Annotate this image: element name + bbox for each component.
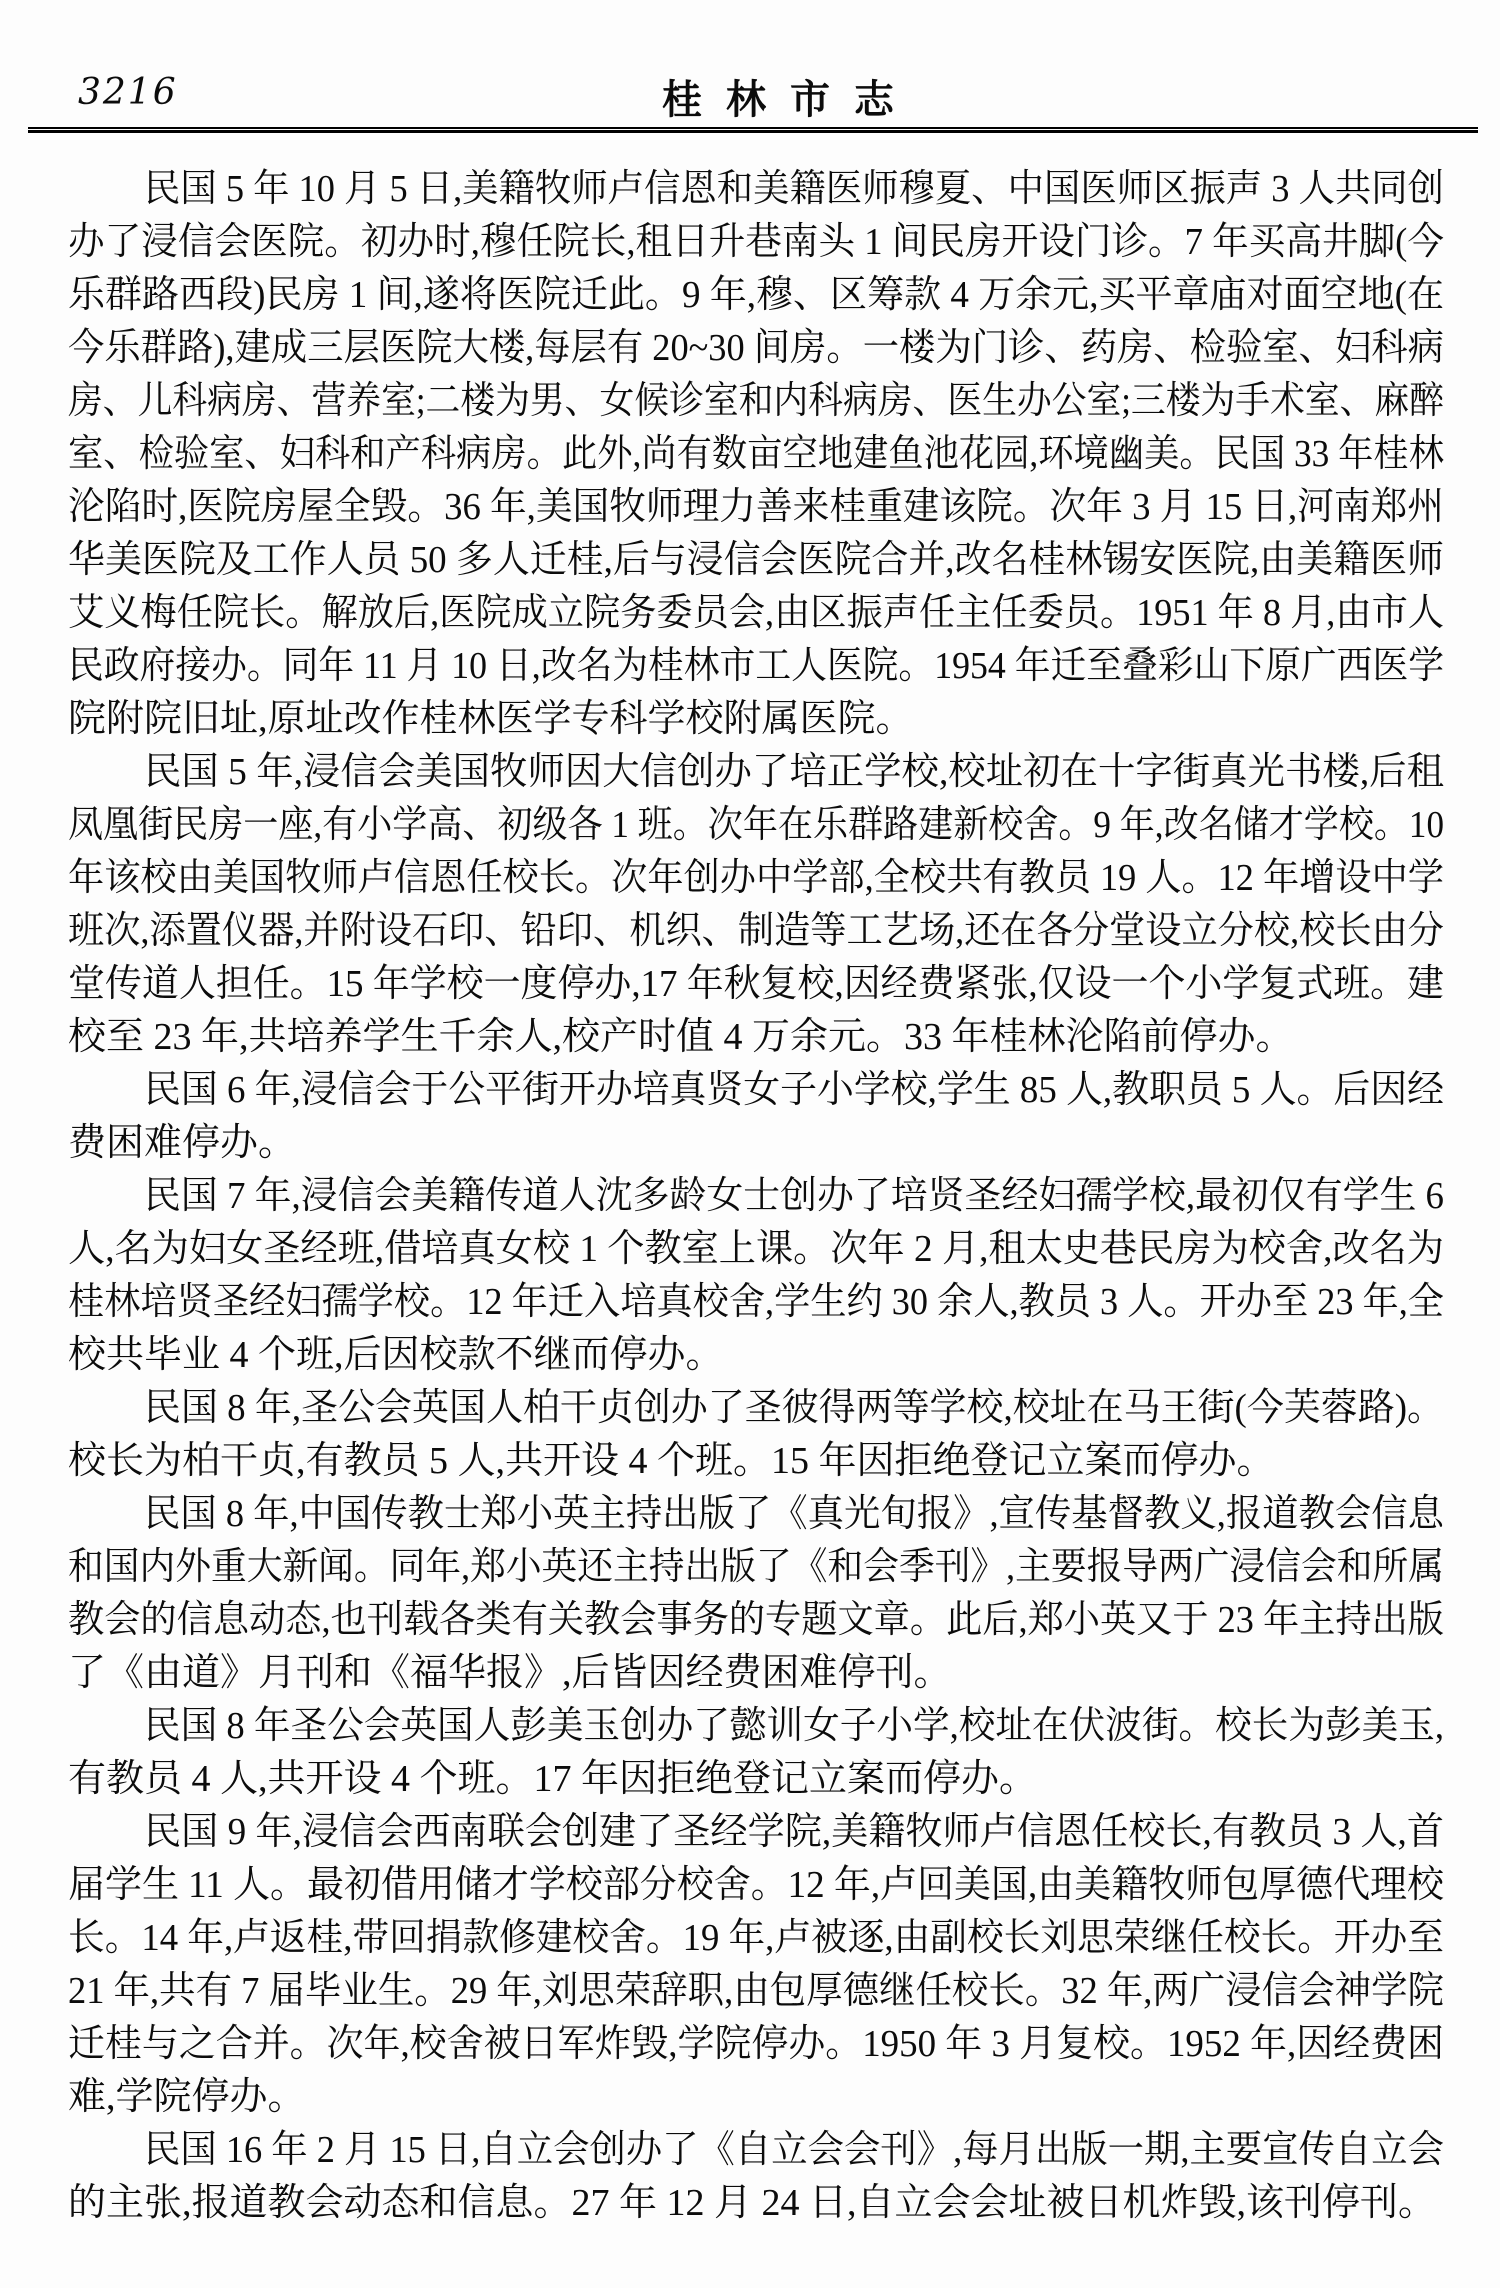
header-rule xyxy=(28,127,1478,133)
text-line: 凤凰街民房一座,有小学高、初级各 1 班。次年在乐群路建新校舍。9 年,改名储才学校。10 xyxy=(68,804,1444,846)
text-line: 年该校由美国牧师卢信恩任校长。次年创办中学部,全校共有教员 19 人。12 年增设中学 xyxy=(68,857,1444,899)
text-line: 迁桂与之合并。次年,校舍被日军炸毁,学院停办。1950 年 3 月复校。1952 年,因经费困 xyxy=(68,2023,1444,2065)
text-line: 校共毕业 4 个班,后因校款不继而停办。 xyxy=(68,1334,724,1376)
text-line: 难,学院停办。 xyxy=(68,2076,306,2118)
text-line: 艾义梅任院长。解放后,医院成立院务委员会,由区振声任主任委员。1951 年 8 月,由市人 xyxy=(68,592,1444,634)
text-line: 班次,添置仪器,并附设石印、铅印、机织、制造等工艺场,还在各分堂设立分校,校长由分 xyxy=(68,910,1444,952)
book-title: 桂林市志 xyxy=(662,78,918,122)
text-line: 房、儿科病房、营养室;二楼为男、女候诊室和内科病房、医生办公室;三楼为手术室、麻醉 xyxy=(68,380,1444,422)
text-line: 民国 16 年 2 月 15 日,自立会创办了《自立会会刊》,每月出版一期,主要宣传自立会 xyxy=(144,2129,1444,2171)
text-line: 民国 9 年,浸信会西南联会创建了圣经学院,美籍牧师卢信恩任校长,有教员 3 人,首 xyxy=(144,1811,1444,1853)
text-line: 有教员 4 人,共开设 4 个班。17 年因拒绝登记立案而停办。 xyxy=(68,1758,1038,1800)
text-line: 21 年,共有 7 届毕业生。29 年,刘思荣辞职,由包厚德继任校长。32 年,两广浸信会神学院 xyxy=(68,1970,1444,2012)
text-line: 办了浸信会医院。初办时,穆任院长,租日升巷南头 1 间民房开设门诊。7 年买高井脚(今 xyxy=(68,221,1444,263)
text-line: 的主张,报道教会动态和信息。27 年 12 月 24 日,自立会会址被日机炸毁,该刊停刊。 xyxy=(68,2182,1437,2224)
text-line: 堂传道人担任。15 年学校一度停办,17 年秋复校,因经费紧张,仅设一个小学复式班。建 xyxy=(68,963,1444,1005)
text-line: 华美医院及工作人员 50 多人迁桂,后与浸信会医院合并,改名桂林锡安医院,由美籍医师 xyxy=(68,539,1444,581)
text-line: 乐群路西段)民房 1 间,遂将医院迁此。9 年,穆、区筹款 4 万余元,买平章庙对面空地(在 xyxy=(68,274,1444,316)
text-line: 民国 5 年 10 月 5 日,美籍牧师卢信恩和美籍医师穆夏、中国医师区振声 3 人共同创 xyxy=(144,168,1444,210)
text-line: 教会的信息动态,也刊载各类有关教会事务的专题文章。此后,郑小英又于 23 年主持出版 xyxy=(68,1599,1444,1641)
text-line: 长。14 年,卢返桂,带回捐款修建校舍。19 年,卢被逐,由副校长刘思荣继任校长。开办至 xyxy=(68,1917,1444,1959)
text-line: 校至 23 年,共培养学生千余人,校产时值 4 万余元。33 年桂林沦陷前停办。 xyxy=(68,1016,1294,1058)
page-number: 3216 xyxy=(78,72,178,113)
text-line: 民国 5 年,浸信会美国牧师因大信创办了培正学校,校址初在十字街真光书楼,后租 xyxy=(144,751,1444,793)
text-line: 民国 8 年圣公会英国人彭美玉创办了懿训女子小学,校址在伏波街。校长为彭美玉, xyxy=(144,1705,1444,1747)
text-line: 人,名为妇女圣经班,借培真女校 1 个教室上课。次年 2 月,租太史巷民房为校舍,改名为 xyxy=(68,1228,1444,1270)
text-line: 沦陷时,医院房屋全毁。36 年,美国牧师理力善来桂重建该院。次年 3 月 15 日,河南郑州 xyxy=(68,486,1444,528)
text-line: 费困难停办。 xyxy=(68,1122,297,1164)
text-line: 民国 6 年,浸信会于公平街开办培真贤女子小学校,学生 85 人,教职员 5 人。后因经 xyxy=(144,1069,1444,1111)
text-line: 了《由道》月刊和《福华报》,后皆因经费困难停刊。 xyxy=(68,1652,952,1694)
text-line: 民国 8 年,圣公会英国人柏干贞创办了圣彼得两等学校,校址在马王街(今芙蓉路)。 xyxy=(144,1387,1444,1429)
text-line: 今乐群路),建成三层医院大楼,每层有 20~30 间房。一楼为门诊、药房、检验室、妇科病 xyxy=(68,327,1444,369)
page-header xyxy=(78,68,1442,122)
text-line: 院附院旧址,原址改作桂林医学专科学校附属医院。 xyxy=(68,698,914,740)
page-body xyxy=(68,163,1444,2230)
text-line: 民国 8 年,中国传教士郑小英主持出版了《真光旬报》,宣传基督教义,报道教会信息 xyxy=(144,1493,1444,1535)
text-line: 桂林培贤圣经妇孺学校。12 年迁入培真校舍,学生约 30 余人,教员 3 人。开办至 23 年,全 xyxy=(68,1281,1444,1323)
text-line: 民国 7 年,浸信会美籍传道人沈多龄女士创办了培贤圣经妇孺学校,最初仅有学生 6 xyxy=(144,1175,1444,1217)
text-line: 届学生 11 人。最初借用储才学校部分校舍。12 年,卢回美国,由美籍牧师包厚德代理校 xyxy=(68,1864,1444,1906)
text-line: 和国内外重大新闻。同年,郑小英还主持出版了《和会季刊》,主要报导两广浸信会和所属 xyxy=(68,1546,1444,1588)
text-line: 校长为柏干贞,有教员 5 人,共开设 4 个班。15 年因拒绝登记立案而停办。 xyxy=(68,1440,1275,1482)
text-line: 室、检验室、妇科和产科病房。此外,尚有数亩空地建鱼池花园,环境幽美。民国 33 年桂林 xyxy=(68,433,1444,475)
text-line: 民政府接办。同年 11 月 10 日,改名为桂林市工人医院。1954 年迁至叠彩山下原广西医学 xyxy=(68,645,1444,687)
